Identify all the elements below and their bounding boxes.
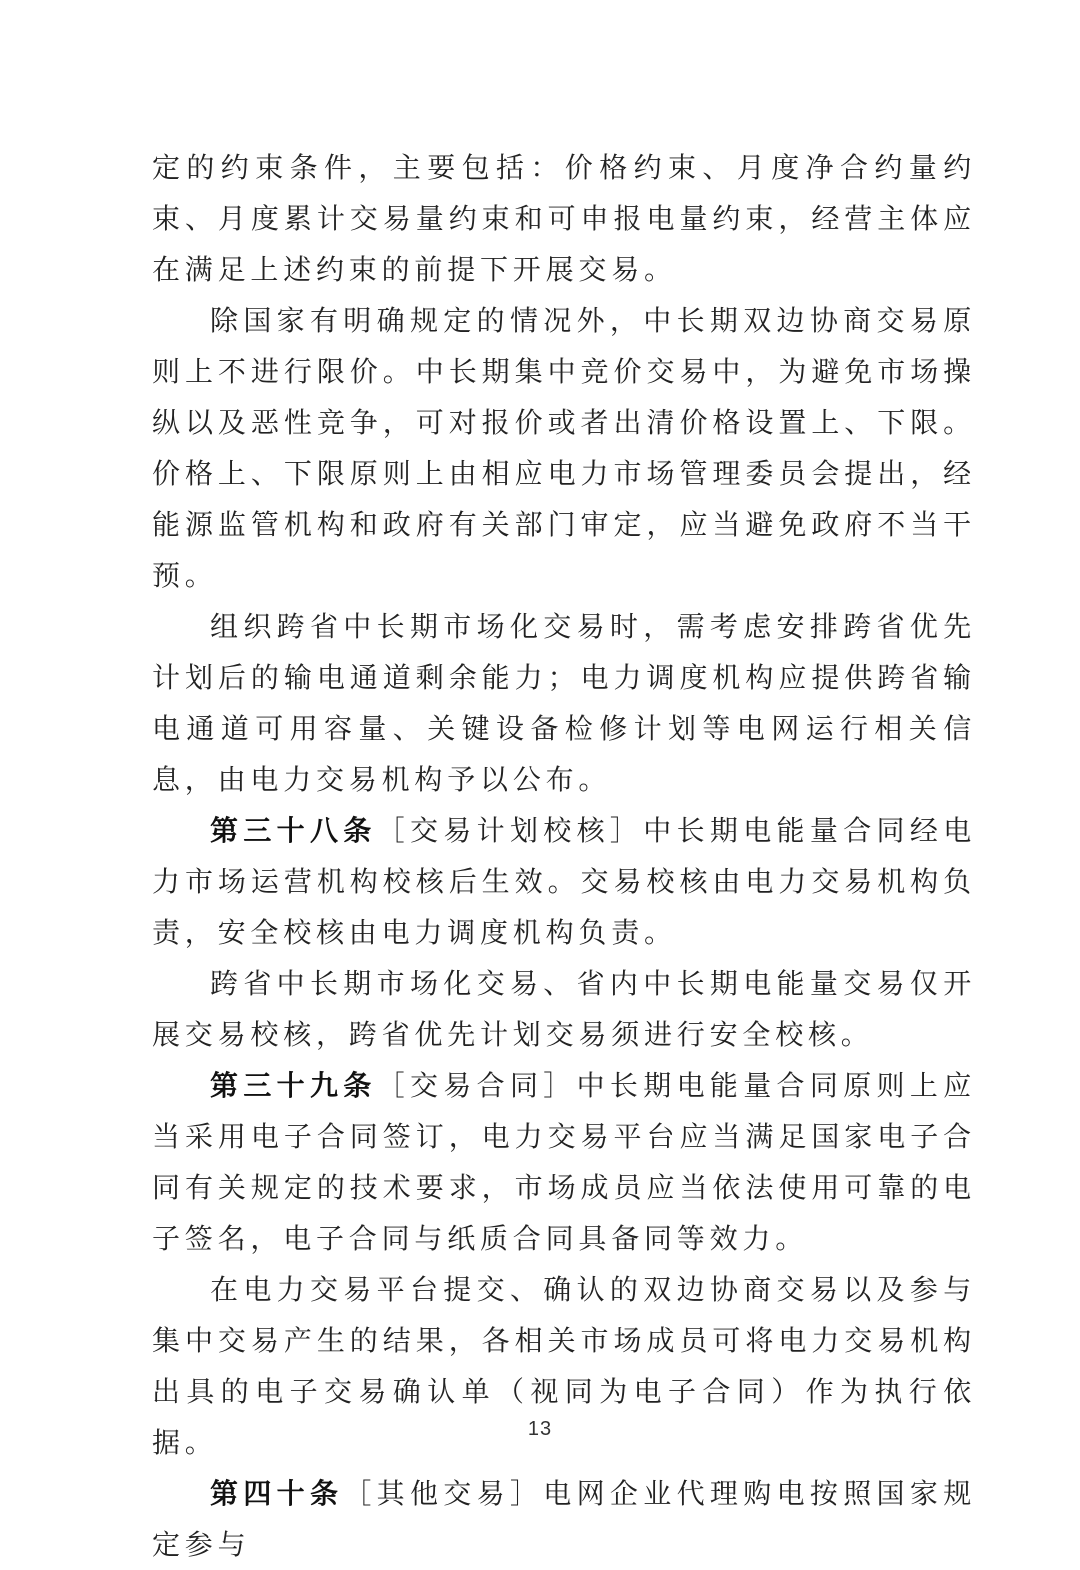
paragraph-5-text: 跨省中长期市场化交易、省内中长期电能量交易仅开展交易校核，跨省优先计划交易须进行安全校核。 (152, 967, 976, 1051)
paragraph-1 (152, 142, 976, 295)
article-38-text: ［交易计划校核］中长期电能量合同经电力市场运营机构校核后生效。交易校核由电力交易机构负责，安全校核由电力调度机构负责。 (152, 814, 976, 949)
paragraph-2-text: 除国家有明确规定的情况外，中长期双边协商交易原则上不进行限价。中长期集中竞价交易中，为避免市场操纵以及恶性竞争，可对报价或者出清价格设置上、下限。价格上、下限原则上由相应电力市场管理委员会提出，经能源监管机构和政府有关部门审定，应当避免政府不当干预。 (152, 304, 976, 592)
paragraph-1-text: 定的约束条件，主要包括：价格约束、月度净合约量约束、月度累计交易量约束和可申报电量约束，经营主体应在满足上述约束的前提下开展交易。 (152, 151, 976, 286)
article-39-text: ［交易合同］中长期电能量合同原则上应当采用电子合同签订，电力交易平台应当满足国家电子合同有关规定的技术要求，市场成员应当依法使用可靠的电子签名，电子合同与纸质合同具备同等效力。 (152, 1069, 976, 1255)
article-38-heading: 第三十八条 (210, 814, 377, 847)
article-39 (152, 1060, 976, 1264)
article-40 (152, 1468, 976, 1570)
paragraph-3 (152, 601, 976, 805)
page-number: 13 (527, 1418, 553, 1440)
article-40-heading: 第四十条 (210, 1477, 344, 1510)
paragraph-2 (152, 295, 976, 601)
article-39-heading: 第三十九条 (210, 1069, 377, 1102)
article-40-text: ［其他交易］电网企业代理购电按照国家规定参与 (152, 1477, 977, 1561)
paragraph-3-text: 组织跨省中长期市场化交易时，需考虑安排跨省优先计划后的输电通道剩余能力；电力调度机构应提供跨省输电通道可用容量、关键设备检修计划等电网运行相关信息，由电力交易机构予以公布。 (152, 610, 976, 796)
paragraph-5 (152, 958, 976, 1060)
document-body (152, 142, 976, 1570)
article-38 (152, 805, 976, 958)
paragraph-7-text: 在电力交易平台提交、确认的双边协商交易以及参与集中交易产生的结果，各相关市场成员可将电力交易机构出具的电子交易确认单（视同为电子合同）作为执行依据。 (152, 1273, 976, 1459)
